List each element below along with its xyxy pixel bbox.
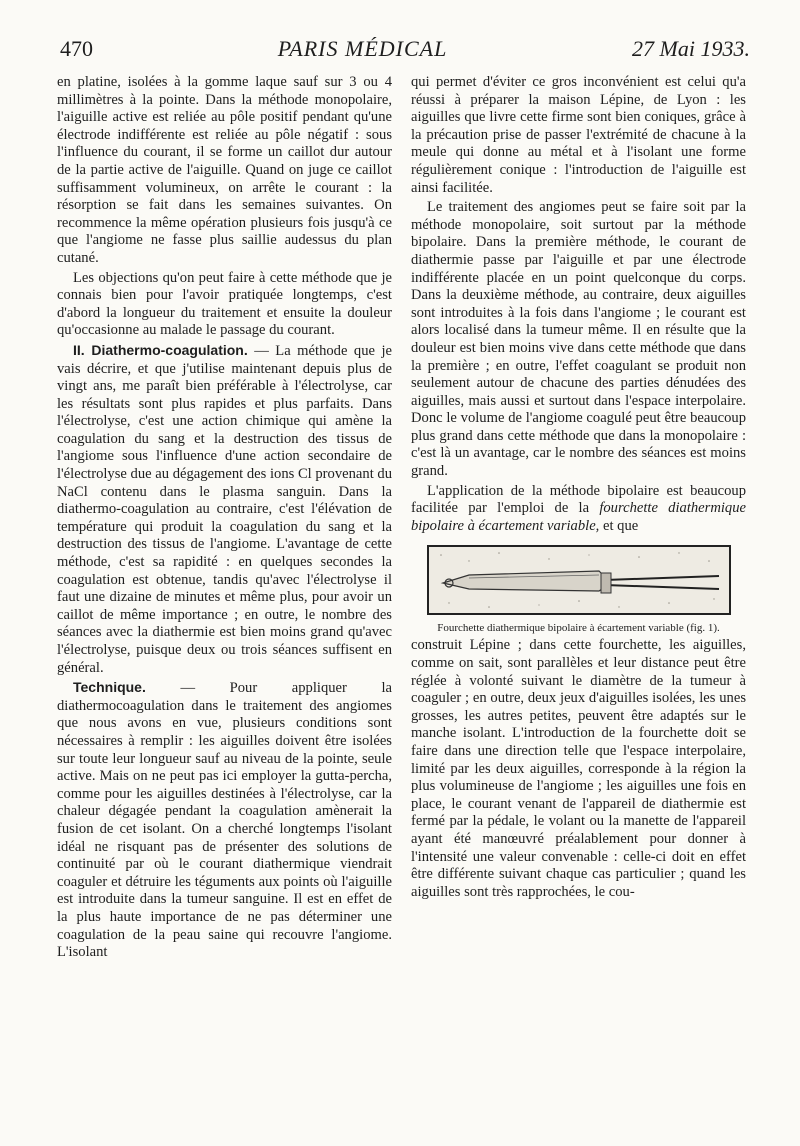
paragraph-text: — La méthode que je vais décrire, et que j'utilise maintenant depuis plus de vingt ans, me paraît bien préférable à l'électrolyse, car les résultats sont plus rapides et plus parfaits. Dans l'électrolyse, c'est une action chimique qui amène la coagulation du sang et la destruction des tissus de l'angiome sous l'influence d'une action secondaire de l'électrolyse due au dégagement des ions Cl provenant du NaCl contenu dans le plasma sanguin. Dans la diathermo-coagulation au contraire, c'est l'élévation de température qui produit la coagulation du sang et la destruction des tissus de l'angiome. L'avantage de cette méthode, c'est sa rapidité : en quelques secondes la coagulation est obtenue, tandis qu'avec l'électrolyse il faut une dizaine de minutes et même plus, pour avoir un caillot de même importance ; en outre, le nombre des séances avec la diathermie est bien moins grand qu'avec l'électrolyse, puisque deux ou trois séances suffisent en général.	[57, 342, 392, 676]
paragraph-text: L'application de la méthode bipolaire est beaucoup facilitée par l'emploi de la	[411, 482, 746, 517]
journal-title: PARIS MÉDICAL	[277, 36, 448, 61]
section-heading: Technique.	[73, 679, 146, 696]
paragraph: Le traitement des angiomes peut se faire soit par la méthode monopolaire, soit surtout par la méthode bipolaire. Dans la première méthode, le courant de diathermie passe par l'aiguille et par une électrode indifférente placée en un point quelconque du corps. Dans la deuxième méthode, au contraire, deux aiguilles sont introduites à la fois dans l'angiome ; le courant est alors localisé dans la tumeur même. Il en résulte que la douleur est bien moins vive dans cette méthode que dans la première ; en outre, l'effet coagulant se produit non seulement autour de chacune des parties dénudées des aiguilles, mais aussi et surtout dans l'espace interpolaire. Donc le volume de l'angiome coagulé peut être beaucoup plus grand dans cette méthode que dans la monopolaire : c'est là un avantage, car le nombre des séances est moins grand.	[411, 199, 746, 480]
fork-drawing	[429, 547, 729, 613]
instrument-name: fourchette diathermique bipolaire à écartement variable,	[411, 500, 746, 534]
figure-caption: Fourchette diathermique bipolaire à écartement variable (fig. 1).	[437, 622, 720, 635]
paragraph: construit Lépine ; dans cette fourchette, les aiguilles, comme on sait, sont parallèles et leur distance peut être réglée à volonté suivant le diamètre de la tumeur à coaguler ; en outre, deux jeux d'aiguilles isolées, les unes grosses, les autres petites, peuvent être adaptés sur le manche isolant. L'introduction de la fourchette doit se faire dans une direction telle que l'espace interpolaire, limité par les deux aiguilles, corresponde à la région la plus volumineuse de l'angiome ; les aiguilles une fois en place, le courant venant de l'appareil de diathermie est fermé par la pédale, le volant ou la manette de l'appareil ayant été manœuvré préalablement pour donner à l'intensité une valeur convenable : celle-ci doit en effet être différente suivant chaque cas particulier ; quand les aiguilles sont très rapprochées, le cou-	[411, 637, 746, 900]
section-paragraph	[57, 342, 392, 677]
needle-clamp	[601, 573, 611, 593]
section-heading: II. Diathermo-coagulation.	[73, 341, 248, 358]
issue-date: 27 Mai 1933.	[632, 36, 750, 61]
page-number: 470	[60, 36, 93, 61]
paragraph-text: — Pour appliquer la diathermocoagulation dans le traitement des angiomes que nous avons en vue, plusieurs conditions sont nécessaires à remplir : les aiguilles doivent être isolées sur toute leur longueur sauf au niveau de la pointe, seule active. Mais on ne peut pas ici employer la gutta-percha, comme pour les aiguilles destinées à l'électrolyse, car la chaleur dégagée pendant la coagulation amènerait la fusion de cet isolant. On a cherché longtemps l'isolant idéal ne risquant pas de présenter des solutions de continuité par où le courant diathermique viendrait coaguler et détruire les téguments aux points où l'aiguille est introduite dans la tumeur sanguine. Il est en effet de la plus haute importance de ne pas déterminer une coagulation de la peau saine qui recouvre l'angiome. L'isolant	[57, 680, 392, 961]
paragraph: qui permet d'éviter ce gros inconvénient est celui qu'a réussi à préparer la maison Lépine, de Lyon : les aiguilles que livre cette firme sont bien coniques, grâce à la précaution prise de passer l'extrémité de chacune à la meule qui donne au métal et à l'isolant une forme régulièrement conique : l'introduction de l'aiguille est ainsi facilitée.	[411, 74, 746, 196]
paragraph-text: et que	[599, 517, 639, 534]
paragraph: en platine, isolées à la gomme laque sauf sur 3 ou 4 millimètres à la pointe. Dans la méthode monopolaire, l'aiguille active est reliée au pôle positif pendant qu'une électrode indifférente est reliée au pôle négatif : sous l'influence du courant, il se forme un caillot dur autour de la partie active de l'aiguille. Quand on juge ce caillot suffisamment volumineux, on arrête le courant : la résorption se fait dans les semaines suivantes. On recommence la même opération plusieurs fois jusqu'à ce que l'angiome ne fasse plus saillie audessus du plan cutané.	[57, 74, 392, 266]
section-paragraph	[57, 679, 392, 962]
paragraph	[411, 483, 746, 536]
running-header	[60, 36, 750, 70]
figure-fork-illustration	[427, 545, 731, 615]
paragraph: Les objections qu'on peut faire à cette méthode que je connais bien pour l'avoir pratiquée longtemps, c'est d'abord la longueur du traitement et ensuite la douleur qu'occasionne au malade le passage du courant.	[57, 269, 392, 339]
left-column	[57, 74, 392, 962]
right-column	[411, 74, 746, 901]
